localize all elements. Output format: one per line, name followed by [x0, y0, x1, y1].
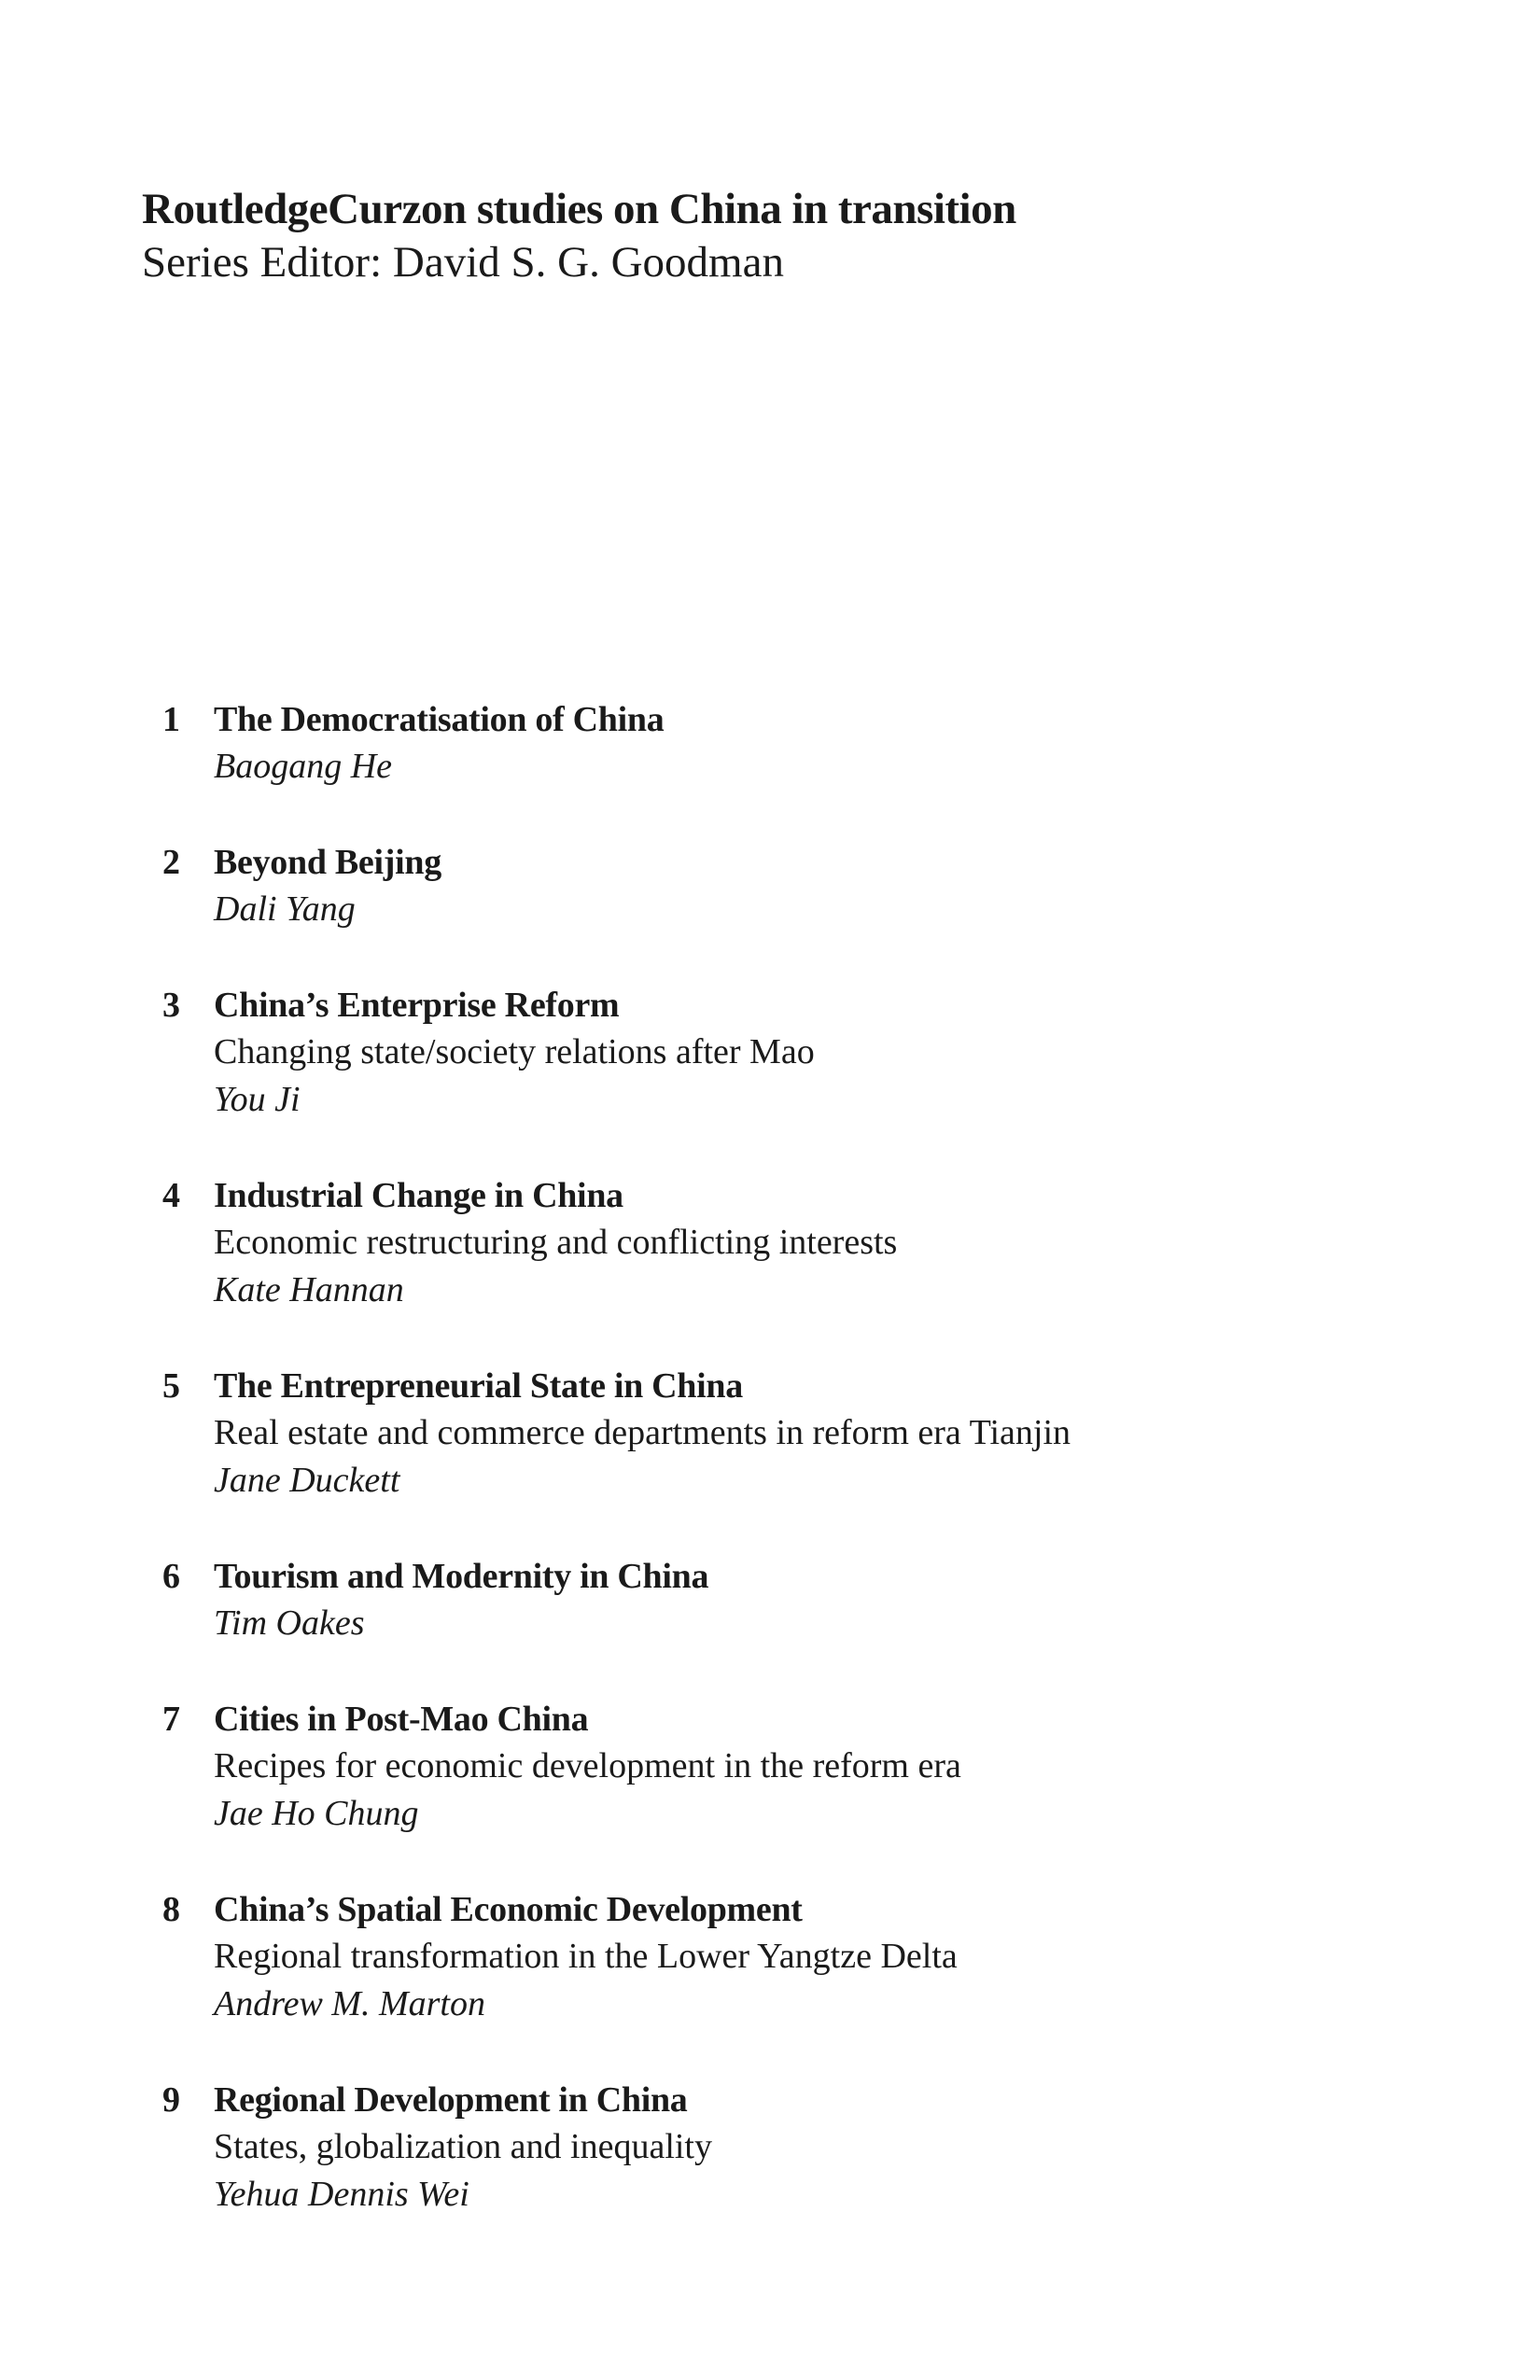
book-subtitle: Changing state/society relations after Mao [214, 1032, 815, 1071]
book-number: 5 [162, 1366, 180, 1406]
book-author: Tim Oakes [214, 1603, 365, 1643]
book-entry [140, 1363, 1447, 1504]
book-subtitle: Regional transformation in the Lower Yangtze Delta [214, 1937, 958, 1976]
book-entry [140, 1172, 1447, 1313]
book-entry [140, 1553, 1447, 1646]
book-title: Cities in Post-Mao China [214, 1700, 589, 1739]
book-author: Baogang He [214, 747, 393, 786]
book-author: Kate Hannan [214, 1270, 404, 1309]
book-list [140, 696, 1447, 2267]
book-entry [140, 1886, 1447, 2027]
book-title: The Entrepreneurial State in China [214, 1366, 743, 1406]
book-title: The Democratisation of China [214, 700, 665, 739]
book-title: Industrial Change in China [214, 1176, 623, 1215]
book-subtitle: States, globalization and inequality [214, 2127, 712, 2166]
book-author: Andrew M. Marton [214, 1984, 485, 2023]
book-entry [140, 2077, 1447, 2218]
book-title: Regional Development in China [214, 2080, 688, 2120]
book-number: 6 [162, 1557, 180, 1596]
book-number: 2 [162, 843, 180, 882]
book-author: Jane Duckett [214, 1461, 400, 1500]
book-number: 9 [162, 2080, 180, 2120]
book-entry [140, 839, 1447, 932]
book-number: 7 [162, 1700, 180, 1739]
book-number: 8 [162, 1890, 180, 1929]
book-entry [140, 1696, 1447, 1837]
book-title: Tourism and Modernity in China [214, 1557, 709, 1596]
series-header [142, 183, 1016, 289]
book-subtitle: Recipes for economic development in the reform era [214, 1746, 961, 1785]
series-editor: Series Editor: David S. G. Goodman [142, 238, 784, 287]
book-title: China’s Spatial Economic Development [214, 1890, 803, 1929]
book-number: 1 [162, 700, 180, 739]
book-entry [140, 696, 1447, 790]
book-author: Jae Ho Chung [214, 1794, 419, 1833]
book-title: China’s Enterprise Reform [214, 986, 620, 1025]
book-number: 4 [162, 1176, 180, 1215]
book-number: 3 [162, 986, 180, 1025]
book-subtitle: Economic restructuring and conflicting interests [214, 1223, 898, 1262]
book-entry [140, 982, 1447, 1123]
series-title: RoutledgeCurzon studies on China in transition [142, 185, 1016, 233]
book-author: Yehua Dennis Wei [214, 2175, 469, 2214]
book-author: Dali Yang [214, 889, 356, 929]
book-author: You Ji [214, 1080, 301, 1119]
book-title: Beyond Beijing [214, 843, 441, 882]
book-subtitle: Real estate and commerce departments in reform era Tianjin [214, 1413, 1071, 1452]
